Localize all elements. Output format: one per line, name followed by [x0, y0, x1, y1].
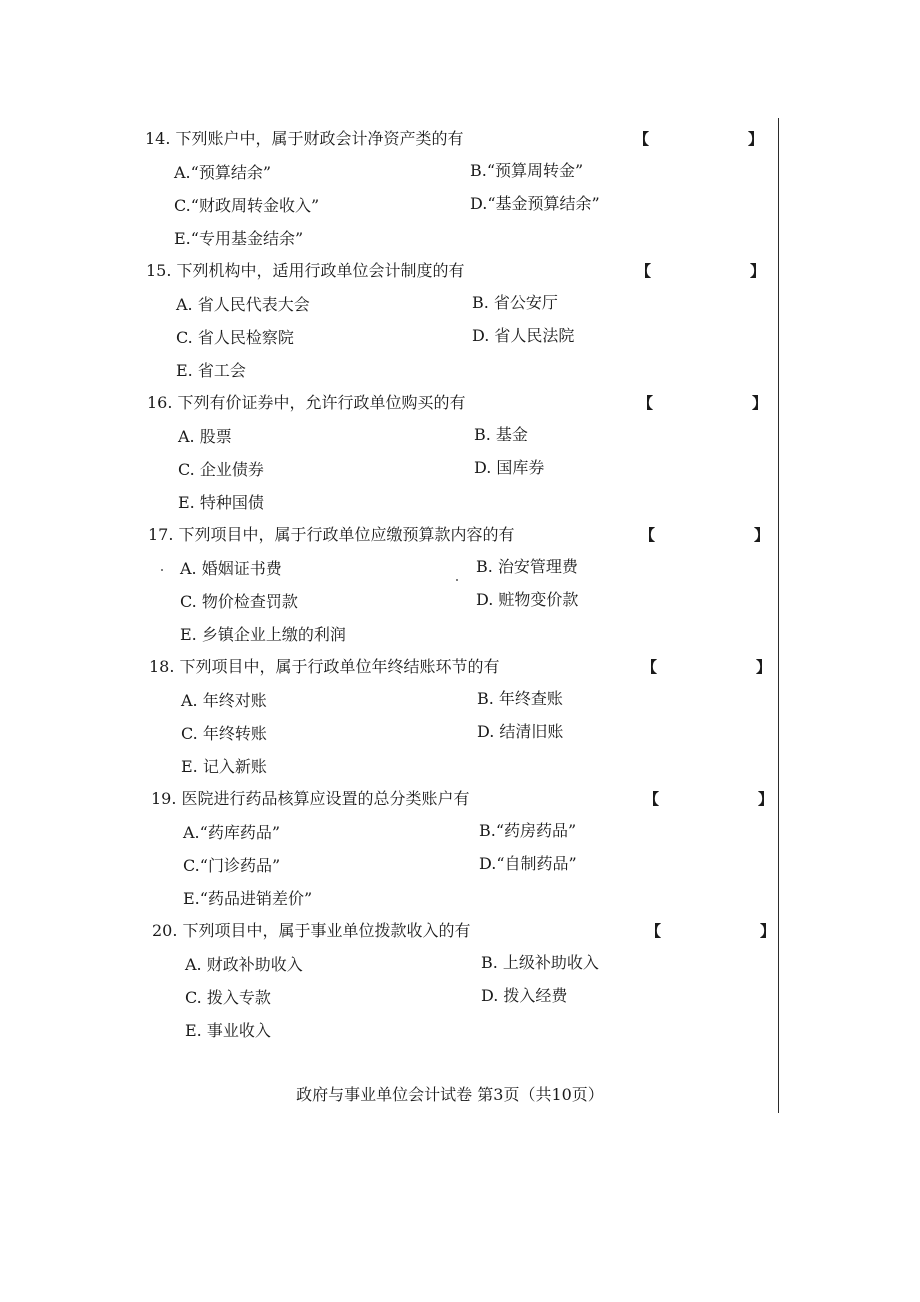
question-stem: 16. 下列有价证券中，允许行政单位购买的有	[147, 393, 466, 412]
option-a: A. 省人民代表大会	[176, 295, 310, 314]
question-16	[0, 392, 780, 524]
option-c: C. 拨入专款	[185, 988, 271, 1007]
option-d: D. 拨入经费	[481, 986, 568, 1005]
question-19	[0, 788, 780, 920]
option-e: E. 事业收入	[185, 1021, 271, 1040]
option-b: B. 基金	[474, 425, 528, 444]
option-a: A. 股票	[178, 427, 232, 446]
option-c: C. 省人民检察院	[176, 328, 294, 347]
option-e: E.“药品进销差价”	[183, 889, 313, 908]
answer-bracket-close: 】	[758, 790, 774, 808]
question-14	[0, 128, 780, 260]
option-b: B. 年终查账	[477, 689, 563, 708]
question-20	[0, 920, 780, 1052]
option-e: E. 记入新账	[181, 757, 267, 776]
option-b: B.“预算周转金”	[470, 161, 584, 180]
question-stem: 15. 下列机构中，适用行政单位会计制度的有	[146, 261, 465, 280]
option-e: E. 特种国债	[178, 493, 264, 512]
answer-bracket-open: 【	[646, 922, 662, 940]
option-d: D. 国库券	[474, 458, 545, 477]
option-d: D. 赃物变价款	[476, 590, 579, 609]
option-a: A. 财政补助收入	[185, 955, 303, 974]
question-17	[0, 524, 780, 656]
question-stem: 14. 下列账户中，属于财政会计净资产类的有	[145, 129, 464, 148]
option-b: B. 治安管理费	[476, 557, 578, 576]
answer-bracket-open: 【	[644, 790, 660, 808]
option-a: A. 年终对账	[181, 691, 267, 710]
question-stem: 17. 下列项目中，属于行政单位应缴预算款内容的有	[148, 525, 515, 544]
answer-bracket-close: 】	[754, 526, 770, 544]
answer-bracket-close: 】	[760, 922, 776, 940]
option-b: B.“药房药品”	[479, 821, 577, 840]
option-c: C. 年终转账	[181, 724, 267, 743]
option-d: D. 省人民法院	[472, 326, 575, 345]
answer-bracket-open: 【	[636, 262, 652, 280]
option-c: C.“门诊药品”	[183, 856, 281, 875]
option-b: B. 上级补助收入	[481, 953, 599, 972]
option-b: B. 省公安厅	[472, 293, 558, 312]
answer-bracket-open: 【	[642, 658, 658, 676]
scan-speck	[161, 569, 163, 571]
question-15	[0, 260, 780, 392]
option-a: A. 婚姻证书费	[180, 559, 282, 578]
option-d: D. 结清旧账	[477, 722, 564, 741]
answer-bracket-close: 】	[750, 262, 766, 280]
scan-speck	[456, 579, 458, 581]
question-stem: 18. 下列项目中，属于行政单位年终结账环节的有	[149, 657, 500, 676]
option-a: A.“药库药品”	[183, 823, 281, 842]
question-18	[0, 656, 780, 788]
option-d: D.“基金预算结余”	[470, 194, 600, 213]
answer-bracket-close: 】	[752, 394, 768, 412]
option-e: E. 省工会	[176, 361, 246, 380]
question-stem: 19. 医院进行药品核算应设置的总分类账户有	[151, 789, 470, 808]
footer-text: 政府与事业单位会计试卷 第3页（共10页）	[296, 1085, 604, 1104]
question-stem: 20. 下列项目中，属于事业单位拨款收入的有	[152, 921, 471, 940]
option-c: C. 物价检查罚款	[180, 592, 298, 611]
answer-bracket-close: 】	[748, 130, 764, 148]
answer-bracket-open: 【	[634, 130, 650, 148]
option-a: A.“预算结余”	[174, 163, 272, 182]
option-c: C.“财政周转金收入”	[174, 196, 320, 215]
answer-bracket-open: 【	[638, 394, 654, 412]
option-d: D.“自制药品”	[479, 854, 577, 873]
page-footer	[0, 1084, 920, 1106]
answer-bracket-open: 【	[640, 526, 656, 544]
option-e: E. 乡镇企业上缴的利润	[180, 625, 346, 644]
answer-bracket-close: 】	[756, 658, 772, 676]
option-e: E.“专用基金结余”	[174, 229, 304, 248]
option-c: C. 企业债券	[178, 460, 264, 479]
